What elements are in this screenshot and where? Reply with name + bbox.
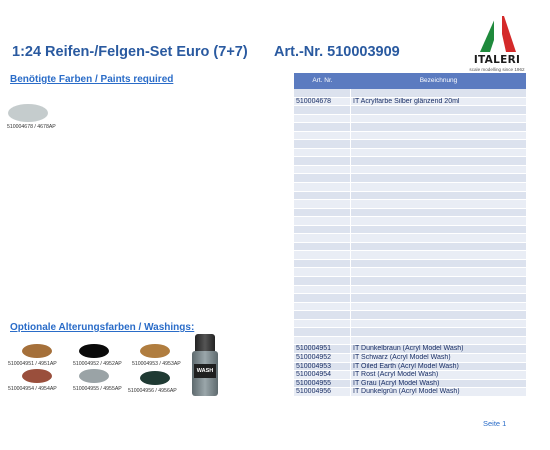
cell-bezeichnung: IT Grau (Acryl Model Wash) bbox=[353, 379, 440, 387]
cell-bezeichnung bbox=[351, 140, 526, 148]
cell-art-nr bbox=[294, 209, 351, 217]
table-row bbox=[294, 251, 526, 260]
table-row bbox=[294, 268, 526, 277]
cell-art-nr bbox=[294, 320, 351, 328]
cell-bezeichnung bbox=[351, 260, 526, 268]
table-row bbox=[294, 294, 526, 303]
cell-bezeichnung bbox=[351, 217, 526, 225]
wash-swatch-4 bbox=[22, 369, 52, 383]
cell-bezeichnung bbox=[351, 123, 526, 131]
cell-bezeichnung bbox=[351, 209, 526, 217]
table-row bbox=[294, 98, 526, 107]
cell-bezeichnung bbox=[351, 328, 526, 336]
bottle-cap bbox=[195, 334, 215, 352]
wash-swatch-3 bbox=[140, 344, 170, 358]
table-row bbox=[294, 192, 526, 201]
table-row bbox=[294, 115, 526, 124]
parts-table bbox=[294, 73, 526, 397]
cell-bezeichnung bbox=[351, 183, 526, 191]
table-row bbox=[294, 380, 526, 389]
wash-code-6: 510004956 / 4956AP bbox=[128, 388, 177, 394]
paints-heading: Benötigte Farben / Paints required bbox=[10, 74, 174, 85]
cell-bezeichnung bbox=[351, 226, 526, 234]
cell-art-nr bbox=[294, 115, 351, 123]
cell-bezeichnung bbox=[351, 106, 526, 114]
cell-bezeichnung bbox=[351, 234, 526, 242]
cell-art-nr bbox=[294, 234, 351, 242]
cell-bezeichnung bbox=[351, 311, 526, 319]
cell-art-nr bbox=[294, 268, 351, 276]
italeri-logo bbox=[462, 16, 532, 74]
cell-bezeichnung: IT Rost (Acryl Model Wash) bbox=[353, 371, 439, 379]
table-row bbox=[294, 337, 526, 346]
table-row bbox=[294, 166, 526, 175]
cell-bezeichnung bbox=[351, 132, 526, 140]
wash-swatch-6 bbox=[140, 371, 170, 385]
cell-art-nr bbox=[294, 149, 351, 157]
wash-code-4: 510004954 / 4954AP bbox=[8, 386, 57, 392]
column-header-bezeichnung: Bezeichnung bbox=[419, 77, 458, 84]
bottle-label: WASH bbox=[194, 364, 216, 378]
cell-bezeichnung bbox=[351, 337, 526, 345]
cell-art-nr bbox=[294, 157, 351, 165]
cell-bezeichnung bbox=[351, 286, 526, 294]
table-row bbox=[294, 157, 526, 166]
cell-bezeichnung bbox=[351, 294, 526, 302]
article-number: Art.-Nr. 510003909 bbox=[274, 44, 400, 60]
cell-art-nr: 510004955 bbox=[294, 380, 351, 388]
paint-swatch-code: 510004678 / 4678AP bbox=[7, 124, 56, 130]
cell-art-nr bbox=[294, 277, 351, 285]
column-header-art-nr: Art. Nr. bbox=[312, 77, 333, 84]
table-row bbox=[294, 226, 526, 235]
cell-bezeichnung bbox=[351, 89, 526, 97]
table-row bbox=[294, 328, 526, 337]
washes-heading: Optionale Alterungsfarben / Washings: bbox=[10, 322, 195, 333]
wash-code-2: 510004952 / 4952AP bbox=[73, 361, 122, 367]
table-header bbox=[294, 73, 526, 89]
logo-word: ITALERI bbox=[473, 54, 521, 66]
cell-art-nr bbox=[294, 192, 351, 200]
wash-code-5: 510004955 / 4955AP bbox=[73, 386, 122, 392]
cell-bezeichnung bbox=[351, 320, 526, 328]
table-row bbox=[294, 140, 526, 149]
cell-bezeichnung: IT Acrylfarbe Silber glänzend 20ml bbox=[353, 97, 460, 105]
cell-art-nr bbox=[294, 226, 351, 234]
wash-bottle-image bbox=[192, 334, 218, 396]
table-row bbox=[294, 277, 526, 286]
cell-art-nr bbox=[294, 174, 351, 182]
cell-art-nr bbox=[294, 200, 351, 208]
cell-art-nr: 510004678 bbox=[294, 98, 351, 106]
cell-art-nr bbox=[294, 89, 351, 97]
cell-bezeichnung bbox=[351, 157, 526, 165]
page-title: 1:24 Reifen-/Felgen-Set Euro (7+7) bbox=[12, 44, 248, 60]
table-row bbox=[294, 286, 526, 295]
table-row bbox=[294, 209, 526, 218]
table-row bbox=[294, 183, 526, 192]
wash-code-3: 510004953 / 4953AP bbox=[132, 361, 181, 367]
cell-art-nr bbox=[294, 140, 351, 148]
table-row bbox=[294, 132, 526, 141]
wash-swatch-1 bbox=[22, 344, 52, 358]
cell-art-nr bbox=[294, 183, 351, 191]
cell-art-nr bbox=[294, 294, 351, 302]
table-row bbox=[294, 311, 526, 320]
cell-art-nr: 510004956 bbox=[294, 388, 351, 396]
cell-bezeichnung bbox=[351, 174, 526, 182]
table-row bbox=[294, 320, 526, 329]
cell-art-nr: 510004952 bbox=[294, 354, 351, 362]
cell-bezeichnung bbox=[351, 243, 526, 251]
table-row bbox=[294, 243, 526, 252]
table-row bbox=[294, 123, 526, 132]
cell-art-nr bbox=[294, 166, 351, 174]
cell-art-nr bbox=[294, 243, 351, 251]
table-row bbox=[294, 149, 526, 158]
cell-art-nr bbox=[294, 311, 351, 319]
cell-bezeichnung: IT Oiled Earth (Acryl Model Wash) bbox=[353, 362, 459, 370]
cell-art-nr bbox=[294, 106, 351, 114]
cell-bezeichnung: IT Dunkelbraun (Acryl Model Wash) bbox=[353, 345, 464, 353]
table-row bbox=[294, 106, 526, 115]
cell-art-nr: 510004951 bbox=[294, 345, 351, 353]
cell-bezeichnung bbox=[351, 251, 526, 259]
cell-bezeichnung bbox=[351, 115, 526, 123]
cell-art-nr bbox=[294, 337, 351, 345]
table-row bbox=[294, 363, 526, 372]
wash-swatch-5 bbox=[79, 369, 109, 383]
cell-art-nr bbox=[294, 123, 351, 131]
cell-bezeichnung bbox=[351, 192, 526, 200]
table-row bbox=[294, 89, 526, 98]
cell-bezeichnung bbox=[351, 277, 526, 285]
cell-bezeichnung bbox=[351, 200, 526, 208]
table-body bbox=[294, 89, 526, 397]
wash-code-1: 510004951 / 4951AP bbox=[8, 361, 57, 367]
cell-art-nr bbox=[294, 303, 351, 311]
table-row bbox=[294, 234, 526, 243]
table-row bbox=[294, 200, 526, 209]
table-row bbox=[294, 388, 526, 397]
cell-bezeichnung: IT Schwarz (Acryl Model Wash) bbox=[353, 353, 451, 361]
table-row bbox=[294, 260, 526, 269]
cell-art-nr bbox=[294, 217, 351, 225]
table-row bbox=[294, 345, 526, 354]
table-row bbox=[294, 354, 526, 363]
cell-bezeichnung bbox=[351, 268, 526, 276]
cell-art-nr bbox=[294, 286, 351, 294]
cell-art-nr bbox=[294, 328, 351, 336]
page-number: Seite 1 bbox=[483, 419, 507, 428]
logo-a-icon bbox=[476, 16, 518, 52]
cell-art-nr bbox=[294, 260, 351, 268]
table-row bbox=[294, 371, 526, 380]
cell-art-nr bbox=[294, 251, 351, 259]
cell-bezeichnung: IT Dunkelgrün (Acryl Model Wash) bbox=[353, 388, 460, 396]
paint-swatch bbox=[8, 104, 48, 122]
logo-tagline: scale modelling since 1962 bbox=[469, 67, 525, 72]
cell-bezeichnung bbox=[351, 149, 526, 157]
table-row bbox=[294, 174, 526, 183]
cell-bezeichnung bbox=[351, 303, 526, 311]
cell-bezeichnung bbox=[351, 166, 526, 174]
cell-art-nr: 510004953 bbox=[294, 363, 351, 371]
cell-art-nr bbox=[294, 132, 351, 140]
cell-art-nr: 510004954 bbox=[294, 371, 351, 379]
table-row bbox=[294, 303, 526, 312]
table-row bbox=[294, 217, 526, 226]
wash-swatch-2 bbox=[79, 344, 109, 358]
